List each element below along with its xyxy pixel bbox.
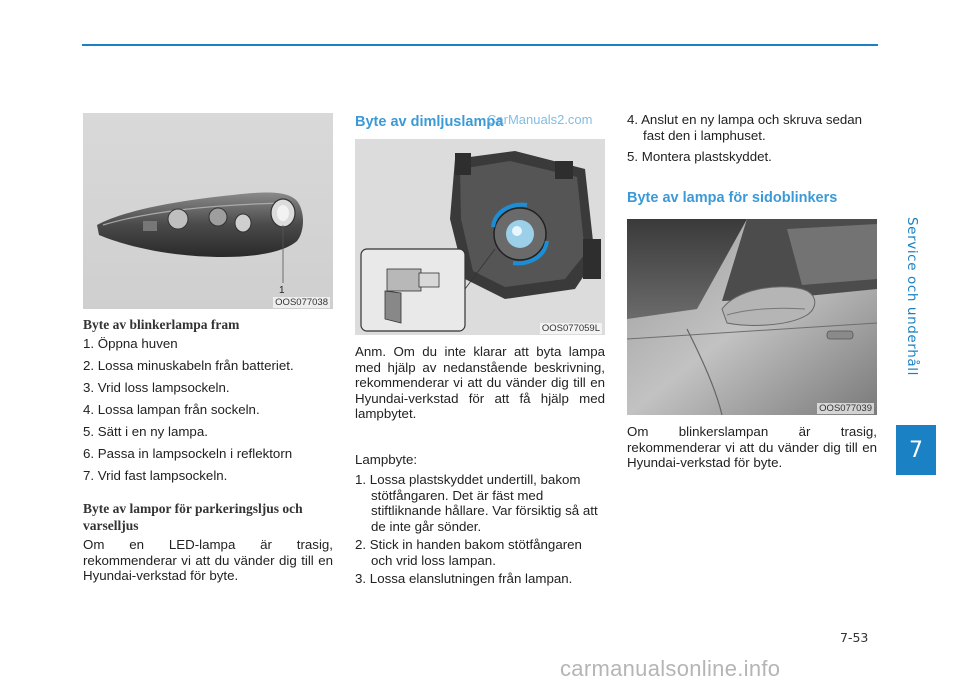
list-item [355, 571, 605, 587]
list-item: 4. Lossa lampan från sockeln. [83, 402, 260, 417]
step-text: Lossa plastskyddet undertill, bakom stötfångaren. Det är fäst med stiftliknande hållare. Var försiktig så att de inte går sönder. [369, 472, 598, 534]
heading-front-blinker: Byte av blinkerlampa fram [83, 317, 240, 332]
step-number: 1. [355, 472, 367, 487]
list-item: 7. Vrid fast lampsockeln. [83, 468, 228, 483]
fog-light-steps-continued [627, 112, 877, 165]
side-section-label: Service och underhåll [904, 216, 920, 376]
step-text: Anslut en ny lampa och skruva sedan fast den i lamphuset. [641, 112, 863, 143]
step-text: Montera plastskyddet. [641, 149, 772, 164]
figure-side-blinker [627, 219, 877, 415]
watermark-bottom: carmanualsonline.info [560, 656, 781, 681]
step-text: Stick in handen bakom stötfångaren och vrid loss lampan. [369, 537, 582, 568]
page-number: 7-53 [840, 630, 869, 645]
list-item: 1. Öppna huven [83, 336, 178, 351]
front-blinker-steps [83, 336, 333, 484]
lampbyte-label: Lampbyte: [355, 452, 418, 467]
list-item [627, 112, 877, 143]
top-rule [82, 44, 878, 46]
figure-code: OOS077059L [541, 323, 600, 334]
figure-code: OOS077039 [819, 403, 872, 414]
list-item [355, 537, 605, 568]
list-item: 5. Sätt i en ny lampa. [83, 424, 208, 439]
heading-parking-lights: Byte av lampor för parkeringsljus och varselljus [83, 501, 303, 533]
fog-lamp-illustration [355, 139, 605, 335]
list-item: 2. Lossa minuskabeln från batteriet. [83, 358, 294, 373]
figure-code: OOS077038 [275, 297, 328, 308]
fog-light-note: Anm. Om du inte klarar att byta lampa med hjälp av nedanstående beskrivning, rekommenderar vi att du vänder dig till en Hyundai-verkstad för att få hjälp med lampbytet. [355, 344, 605, 421]
fog-light-steps [355, 472, 605, 587]
figure-callout-number: 1 [279, 285, 285, 296]
watermark-top: CarManuals2.com [487, 112, 593, 127]
step-number: 4. [627, 112, 639, 127]
figure-fog-light [355, 139, 605, 335]
parking-lights-text: Om en LED-lampa är trasig, rekommenderar vi att du vänder dig till en Hyundai-verkstad för byte. [83, 537, 333, 583]
step-number: 2. [355, 537, 367, 552]
step-number: 3. [355, 571, 367, 586]
headlamp-illustration [83, 113, 333, 309]
list-item [355, 472, 605, 534]
step-number: 5. [627, 149, 639, 164]
chapter-tab: 7 [896, 425, 936, 475]
figure-front-blinker [83, 113, 333, 309]
list-item: 6. Passa in lampsockeln i reflektorn [83, 446, 293, 461]
heading-side-blinker: Byte av lampa för sidoblinkers [627, 190, 838, 206]
list-item [627, 149, 877, 165]
list-item: 3. Vrid loss lampsockeln. [83, 380, 230, 395]
step-text: Lossa elanslutningen från lampan. [369, 571, 573, 586]
side-mirror-illustration [627, 219, 877, 415]
heading-fog-light: Byte av dimljuslampa [355, 114, 504, 130]
side-blinker-text: Om blinkerslampan är trasig, rekommenderar vi att du vänder dig till en Hyundai-verkstad för byte. [627, 424, 877, 470]
